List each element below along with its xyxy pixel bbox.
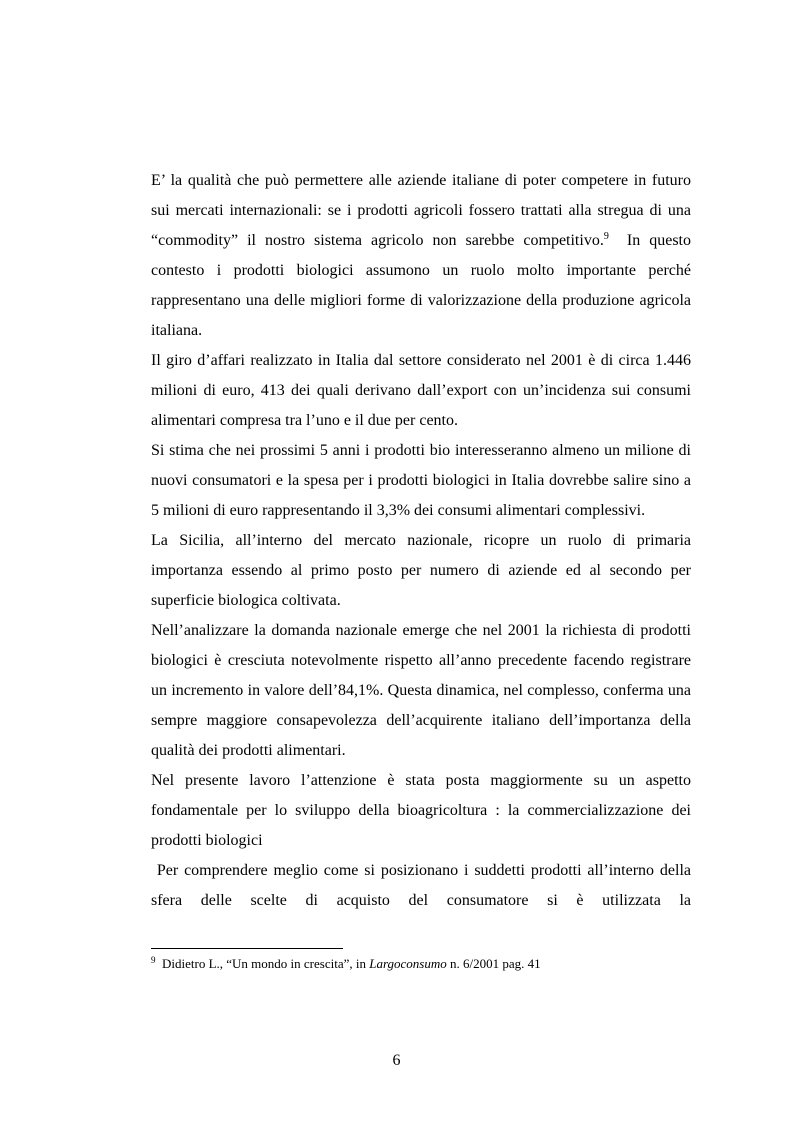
paragraph-text: E’ la qualità che può permettere alle aziende italiane di poter competere in futuro sui mercati internazionali: se i prodotti agricoli fossero trattati alla stregua di una “commodity” il nostro sistema agricolo non sarebbe competitivo. [151,172,691,249]
footnote-publication: Largoconsumo [369,956,447,971]
page-number: 6 [392,1052,401,1069]
paragraph: Per comprendere meglio come si posizionano i suddetti prodotti all’interno della sfera delle scelte di acquisto del consumatore si è utilizzata la [151,862,696,909]
body-text [151,166,696,916]
footnote-separator [151,948,343,949]
paragraph: Nel presente lavoro l’attenzione è stata posta maggiormente su un aspetto fondamentale per lo sviluppo della bioagricoltura : la commercializzazione dei prodotti biologici [151,772,691,849]
footnote-text: Didietro L., “Un mondo in crescita”, in [155,956,370,971]
paragraph: La Sicilia, all’interno del mercato nazionale, ricopre un ruolo di primaria importanza essendo al primo posto per numero di aziende ed al secondo per superficie biologica coltivata. [151,532,691,609]
paragraph: Nell’analizzare la domanda nazionale emerge che nel 2001 la richiesta di prodotti biologici è cresciuta notevolmente rispetto all’anno precedente facendo registrare un incremento in valore dell’84,1%. Questa dinamica, nel complesso, conferma una sempre maggiore consapevolezza dell’acquirente italiano dell’importanza della qualità dei prodotti alimentari. [151,622,691,759]
paragraph: Si stima che nei prossimi 5 anni i prodotti bio interesseranno almeno un milione di nuovi consumatori e la spesa per i prodotti biologici in Italia dovrebbe salire sino a 5 milioni di euro rappresentando il 3,3% dei consumi alimentari complessivi. [151,442,691,519]
paragraph [151,166,695,346]
footnote [151,955,691,973]
paragraph-text: In questo contesto i prodotti biologici assumono un ruolo molto importante perché rappresentano una delle migliori forme di valorizzazione della produzione agricola italiana. [151,232,695,339]
paragraph: Il giro d’affari realizzato in Italia dal settore considerato nel 2001 è di circa 1.446 milioni di euro, 413 dei quali derivano dall’export con un’incidenza sui consumi alimentari compresa tra l’uno e il due per cento. [151,352,691,429]
footnote-number: 9 [151,955,156,965]
footnote-text: n. 6/2001 pag. 41 [446,956,541,971]
footnote-reference: 9 [603,231,609,242]
